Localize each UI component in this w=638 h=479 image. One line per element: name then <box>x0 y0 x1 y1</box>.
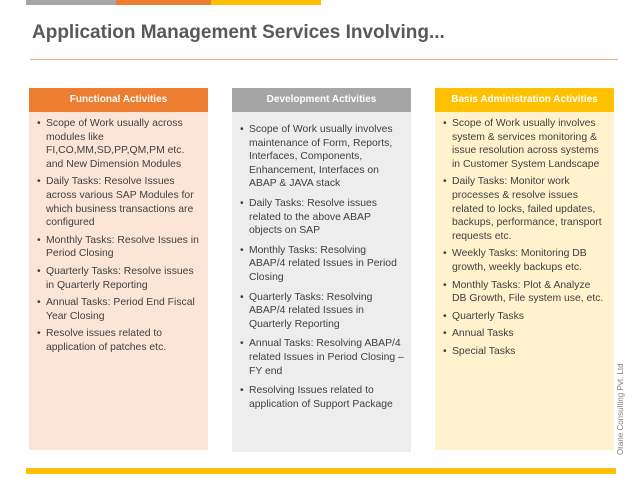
top-accent-orange <box>116 0 211 5</box>
top-accent-yellow <box>211 0 321 5</box>
title-underline <box>30 59 618 60</box>
list-item: • Scope of Work usually involves system & services monitoring & issue resolution across systems in Customer System Landscape <box>443 117 607 171</box>
top-accent-grey <box>26 0 116 5</box>
functional-activities-header: Functional Activities <box>29 88 208 112</box>
list-item: • Special Tasks <box>443 345 607 359</box>
list-item: • Daily Tasks: Monitor work processes & resolve issues related to locks, failed updates, backups, performance, transport requests etc. <box>443 175 607 243</box>
basis-administration-column <box>435 88 614 450</box>
list-item: • Monthly Tasks: Resolve Issues in Period Closing <box>37 234 201 261</box>
list-item: • Daily Tasks: Resolve issues related to the above ABAP objects on SAP <box>240 197 404 238</box>
top-accent-bar <box>26 0 321 5</box>
development-activities-list <box>240 123 404 411</box>
bottom-accent-bar <box>26 468 616 474</box>
development-activities-body <box>232 112 411 452</box>
list-item: • Resolve issues related to application of patches etc. <box>37 327 201 354</box>
development-activities-header: Development Activities <box>232 88 411 112</box>
list-item: • Scope of Work usually involves maintenance of Form, Reports, Interfaces, Components, Enhancement, Interfaces on ABAP & JAVA stack <box>240 123 404 191</box>
list-item: • Daily Tasks: Resolve Issues across various SAP Modules for which business transactions are configured <box>37 175 201 229</box>
list-item: • Weekly Tasks: Monitoring DB growth, weekly backups etc. <box>443 247 607 274</box>
slide-title: Application Management Services Involving... <box>32 22 445 43</box>
functional-activities-column <box>29 88 208 450</box>
list-item: • Annual Tasks: Period End Fiscal Year Closing <box>37 296 201 323</box>
list-item: • Monthly Tasks: Resolving ABAP/4 related Issues in Period Closing <box>240 244 404 285</box>
list-item: • Quarterly Tasks <box>443 310 607 324</box>
list-item: • Annual Tasks <box>443 327 607 341</box>
functional-activities-body <box>29 112 208 450</box>
list-item: • Resolving Issues related to application of Support Package <box>240 384 404 411</box>
list-item: • Quarterly Tasks: Resolving ABAP/4 related Issues in Quarterly Reporting <box>240 291 404 332</box>
list-item: • Scope of Work usually across modules like FI,CO,MM,SD,PP,QM,PM etc. and New Dimension Modules <box>37 117 201 171</box>
company-credit: Orane Consulting Pvt. Ltd <box>616 363 625 455</box>
list-item: • Monthly Tasks: Plot & Analyze DB Growth, File system use, etc. <box>443 279 607 306</box>
list-item: • Annual Tasks: Resolving ABAP/4 related Issues in Period Closing –FY end <box>240 337 404 378</box>
functional-activities-list <box>37 117 201 355</box>
basis-administration-list <box>443 117 607 359</box>
basis-administration-body <box>435 112 614 450</box>
list-item: • Quarterly Tasks: Resolve issues in Quarterly Reporting <box>37 265 201 292</box>
development-activities-column <box>232 88 411 452</box>
basis-administration-header: Basis Administration Activities <box>435 88 614 112</box>
